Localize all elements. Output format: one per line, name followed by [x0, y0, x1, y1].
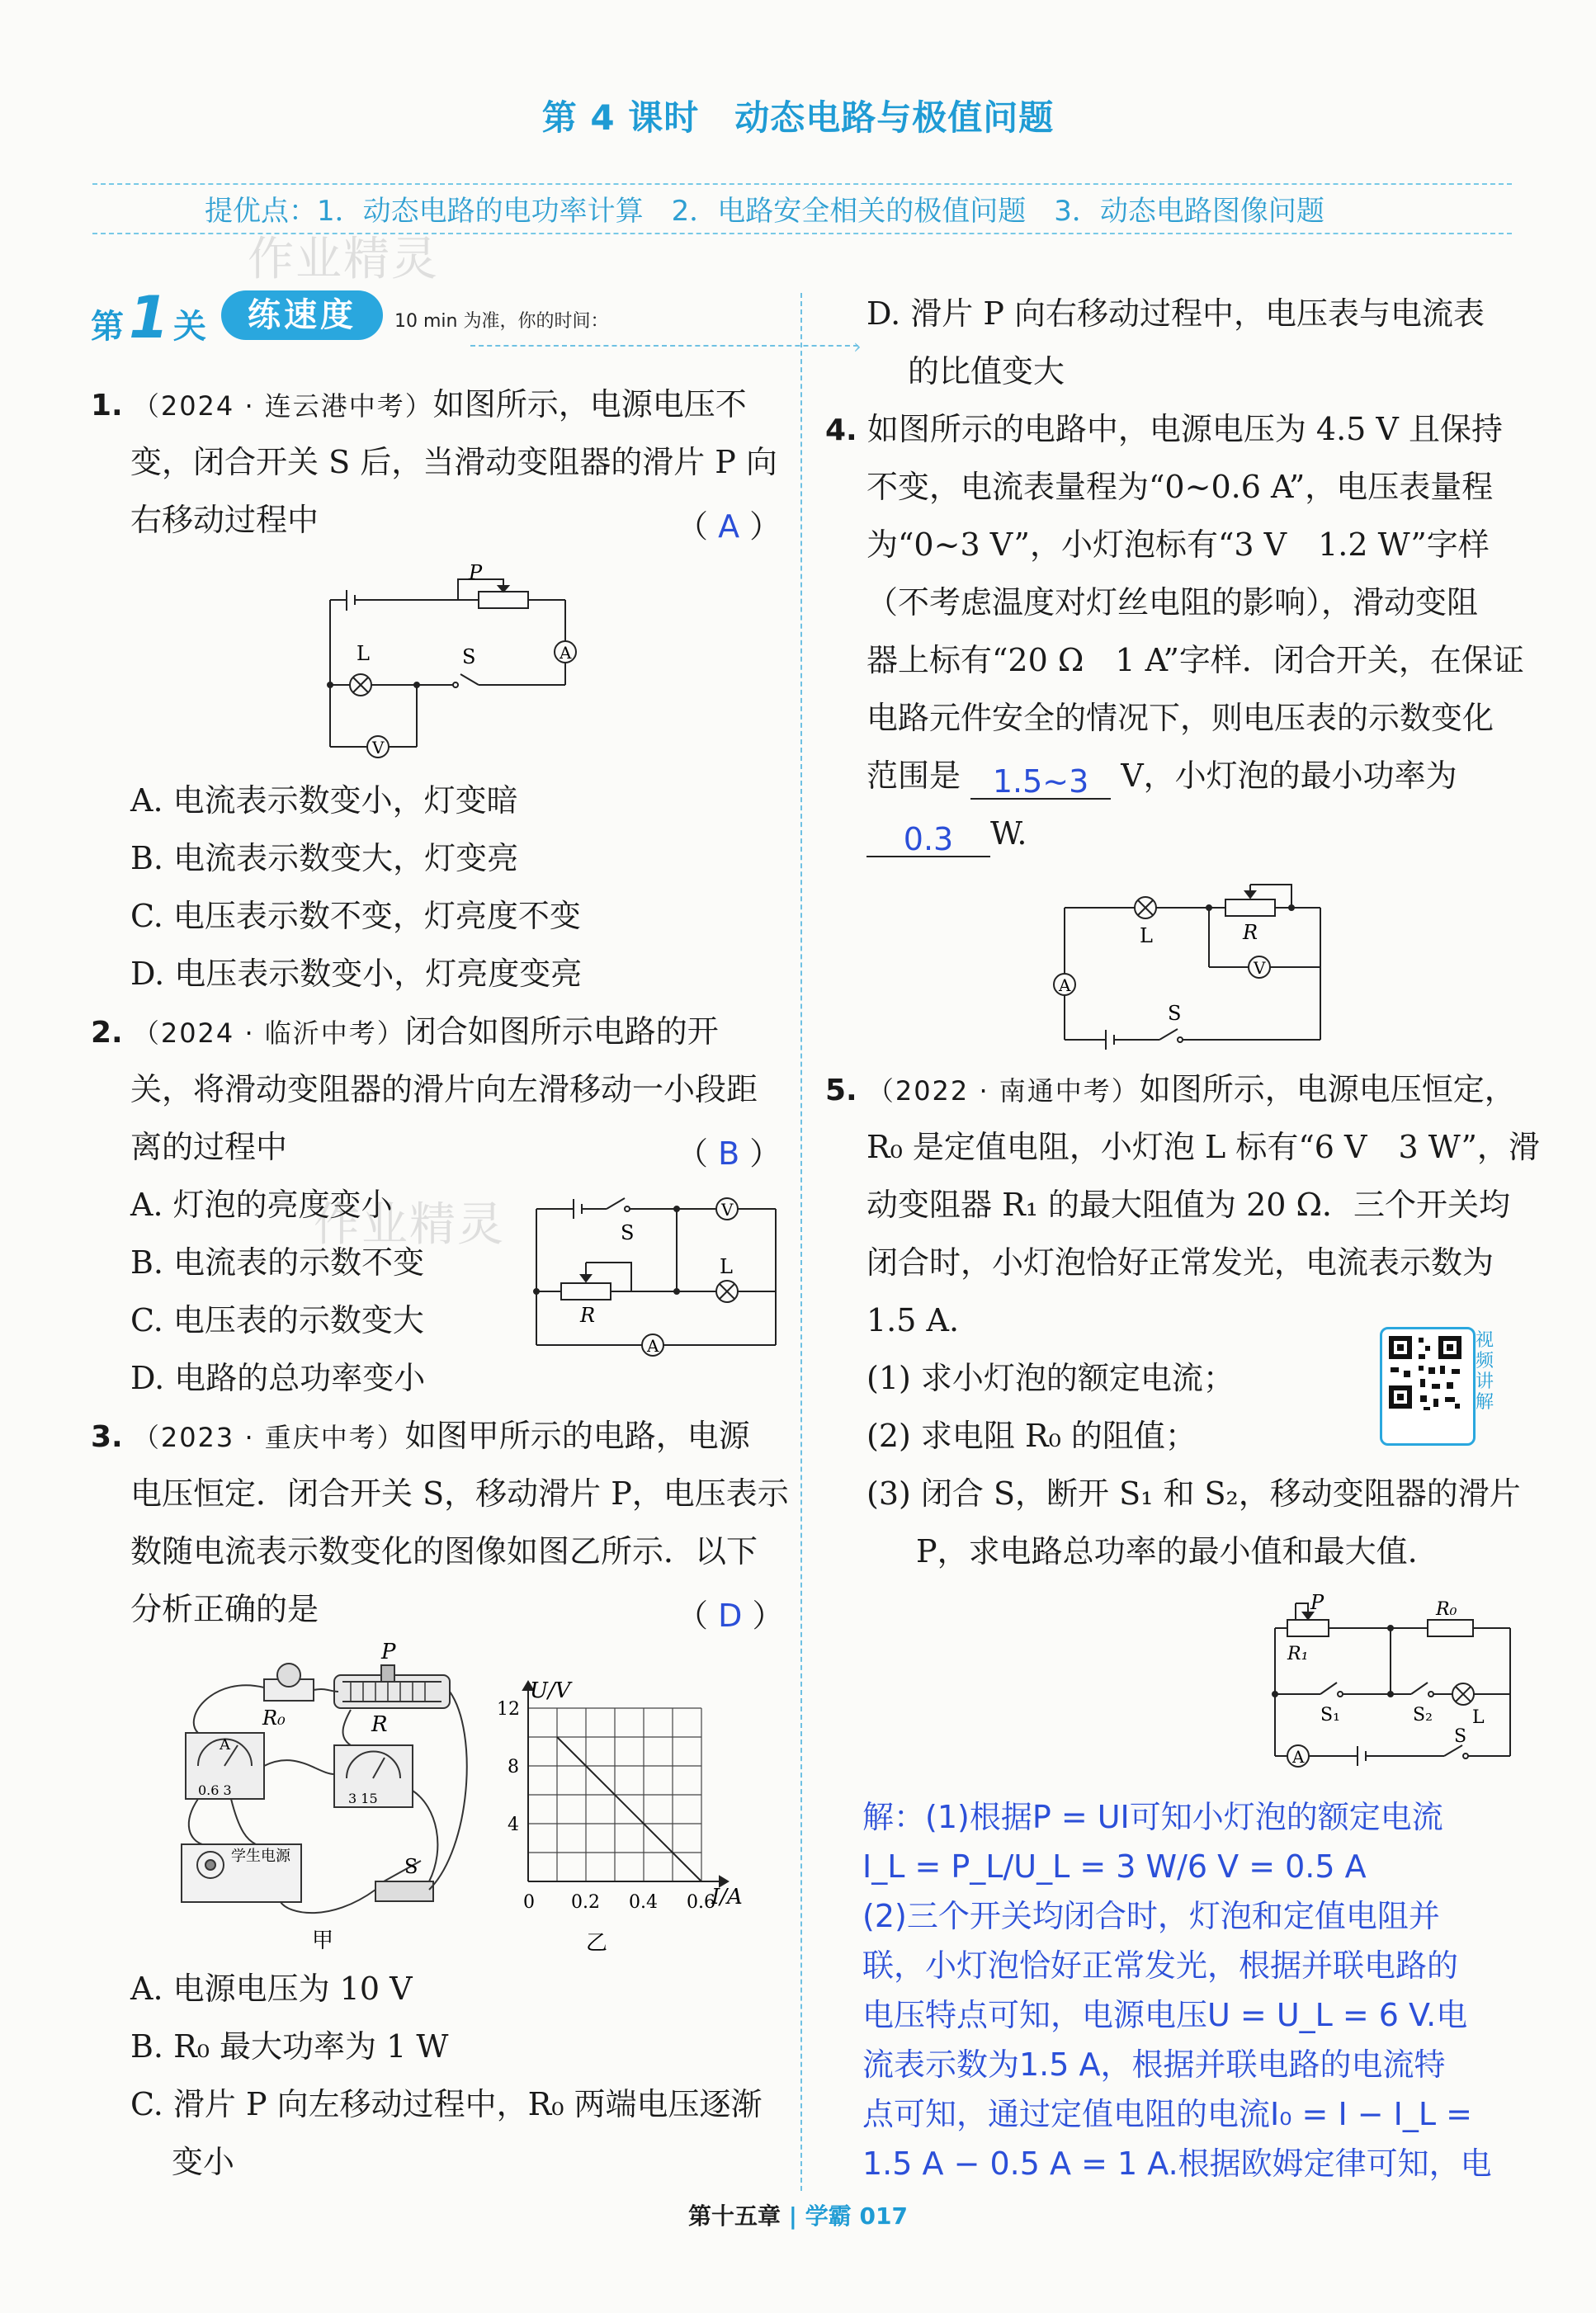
question-number: 5.: [825, 1074, 857, 1107]
circuit-figure-q2: [528, 1176, 784, 1378]
x-tick-label: 0.4: [629, 1892, 658, 1913]
footer-page-number: 017: [859, 2202, 908, 2230]
option-d-cont: 的比值变大: [908, 353, 1065, 389]
ammeter-label: A: [1292, 1747, 1305, 1767]
topics-line: 提优点：1．动态电路的电功率计算 2．电路安全相关的极值问题 3．动态电路图像问题: [205, 195, 1324, 228]
x-tick-label: 0: [523, 1892, 535, 1913]
ammeter-terminals: 0.6 3: [198, 1782, 232, 1798]
question-source: （2024 · 连云港中考）: [132, 390, 433, 422]
question-text: 右移动过程中: [130, 502, 319, 538]
level-number: 1: [129, 284, 169, 352]
label-S2: S₂: [1413, 1705, 1433, 1725]
circuit-figure-q1: [314, 561, 586, 767]
solution-line: (2)三个开关均闭合时，灯泡和定值电阻并: [862, 1898, 1440, 1934]
label-S: S: [1168, 1002, 1182, 1025]
question-text: V，小灯泡的最小功率为: [1121, 758, 1457, 794]
level-header: [91, 284, 862, 358]
label-R0: R₀: [262, 1706, 286, 1730]
question-source: （2024 · 临沂中考）: [132, 1017, 405, 1049]
solution-line: 联，小灯泡恰好正常发光，根据并联电路的: [862, 1947, 1459, 1984]
lesson-title: 第 4 课时 动态电路与极值问题: [541, 97, 1055, 138]
time-label: 10 min 为准，你的时间：: [394, 311, 609, 332]
label-S: S: [404, 1855, 418, 1878]
x-tick-label: 0.6: [687, 1892, 715, 1913]
answer-bracket: （ A ）: [677, 508, 781, 545]
voltmeter-terminals: 3 15: [348, 1791, 378, 1806]
solution-line: 电压特点可知，电源电压U = U_L = 6 V.电: [862, 1997, 1468, 2033]
ammeter-label: A: [1059, 975, 1071, 995]
voltmeter-label: V: [372, 738, 385, 758]
answer-value: D: [718, 1598, 743, 1634]
y-axis-label: U/V: [530, 1679, 571, 1703]
footer-brand: 学霸: [805, 2202, 852, 2230]
y-tick-label: 4: [508, 1815, 519, 1835]
level-badge: 练速度: [221, 290, 383, 340]
column-divider: [800, 293, 802, 2191]
label-S: S: [1454, 1726, 1467, 1747]
question-text: 不变，电流表量程为“0~0.6 A”，电压表量程: [866, 469, 1494, 505]
qr-code[interactable]: [1380, 1327, 1476, 1446]
power-supply-label: 学生电源: [231, 1848, 290, 1865]
answer-value: A: [718, 508, 740, 545]
option-b: B. R₀ 最大功率为 1 W: [130, 2028, 449, 2065]
label-P: P: [381, 1642, 396, 1664]
sub-question-3: (3) 闭合 S，断开 S₁ 和 S₂，移动变阻器的滑片: [866, 1475, 1521, 1512]
question-source: （2023 · 重庆中考）: [132, 1422, 405, 1453]
page-footer: 第十五章 | 学霸 017: [688, 2202, 908, 2230]
qr-code-icon: [1382, 1329, 1468, 1438]
option-a: A. 电流表示数变小，灯变暗: [130, 782, 518, 819]
label-S: S: [462, 645, 476, 668]
label-R0: R₀: [1436, 1599, 1457, 1620]
question-text: 分析正确的是: [130, 1591, 319, 1627]
level-guan: 关: [173, 308, 206, 346]
label-L: L: [357, 642, 370, 665]
circuit-figure-q5: [1271, 1588, 1518, 1782]
time-dashed-line: [470, 345, 858, 347]
watermark: 作业精灵: [248, 233, 439, 286]
question-text: 电压恒定．闭合开关 S，移动滑片 P，电压表示: [130, 1475, 789, 1512]
question-text: R₀ 是定值电阻，小灯泡 L 标有“6 V 3 W”，滑: [866, 1129, 1540, 1165]
label-L: L: [720, 1255, 733, 1278]
solution-line: 点可知，通过定值电阻的电流I₀ = I − I_L =: [862, 2096, 1472, 2132]
question-text: 数随电流表示数变化的图像如图乙所示．以下: [130, 1533, 758, 1570]
question-number: 2.: [91, 1016, 123, 1050]
voltmeter-label: V: [721, 1200, 734, 1220]
sub-question-2: (2) 求电阻 R₀ 的阻值；: [866, 1418, 1197, 1454]
label-R: R: [580, 1304, 596, 1327]
question-text: 闭合如图所示电路的开: [404, 1013, 719, 1050]
label-L: L: [1472, 1707, 1485, 1728]
apparatus-figure: [165, 1642, 479, 1956]
qr-video-label: 视频讲解: [1476, 1330, 1494, 1413]
sub-question-3-cont: P，求电路总功率的最小值和最大值.: [916, 1533, 1418, 1570]
solution-line: I_L = P_L/U_L = 3 W/6 V = 0.5 A: [862, 1848, 1367, 1885]
answer-bracket: （ D ）: [677, 1598, 784, 1634]
x-axis-label: I/A: [711, 1885, 743, 1909]
question-text: 如图所示，电源电压恒定，: [1139, 1071, 1516, 1107]
label-S1: S₁: [1320, 1705, 1340, 1725]
footer-chapter: 第十五章: [688, 2202, 781, 2230]
label-R: R: [371, 1712, 388, 1737]
label-L: L: [1140, 924, 1153, 947]
option-c: C. 电压表示数不变，灯亮度不变: [130, 898, 581, 934]
question-text: 离的过程中: [130, 1129, 288, 1165]
question-source: （2022 · 南通中考）: [866, 1075, 1140, 1107]
option-a: A. 电源电压为 10 V: [130, 1971, 413, 2007]
answer-value: B: [718, 1135, 740, 1172]
question-text: 范围是: [866, 758, 961, 794]
voltmeter-label: V: [1254, 958, 1266, 978]
fill-blank-min-power: 0.3: [866, 823, 990, 857]
option-c-cont: 变小: [172, 2144, 235, 2180]
level-di: 第: [91, 308, 124, 346]
solution-line: 1.5 A − 0.5 A = 1 A.根据欧姆定律可知，电: [862, 2145, 1492, 2182]
question-text: 为“0~3 V”，小灯泡标有“3 V 1.2 W”字样: [866, 526, 1490, 563]
option-d: D. 电路的总功率变小: [130, 1360, 426, 1396]
y-tick-label: 12: [497, 1699, 520, 1720]
series-line: [557, 1737, 701, 1881]
label-P: P: [1310, 1591, 1324, 1614]
question-text: 如图甲所示的电路，电源: [404, 1418, 750, 1454]
figure-label-jia: 甲: [312, 1928, 334, 1953]
question-text: 闭合时，小灯泡恰好正常发光，电流表示数为: [866, 1244, 1494, 1281]
figure-label-yi: 乙: [586, 1931, 608, 1956]
question-text: W.: [990, 815, 1027, 852]
question-text: 动变阻器 R₁ 的最大阻值为 20 Ω．三个开关均: [866, 1187, 1511, 1223]
question-text: 如图所示的电路中，电源电压为 4.5 V 且保持: [866, 411, 1503, 447]
label-R: R: [1243, 921, 1258, 944]
solution-line: 流表示数为1.5 A，根据并联电路的电流特: [862, 2046, 1446, 2083]
fill-blank-voltage-range: 1.5~3: [970, 765, 1111, 800]
question-text: 电路元件安全的情况下，则电压表的示数变化: [866, 700, 1494, 736]
option-d: D. 电压表示数变小，灯亮度变亮: [130, 956, 583, 992]
option-b: B. 电流表的示数不变: [130, 1244, 425, 1281]
ammeter-label: A: [220, 1736, 230, 1754]
question-text: 变，闭合开关 S 后，当滑动变阻器的滑片 P 向: [130, 444, 777, 480]
option-d: D. 滑片 P 向右移动过程中，电压表与电流表: [866, 295, 1485, 332]
option-b: B. 电流表示数变大，灯变亮: [130, 840, 519, 876]
x-tick-label: 0.2: [571, 1892, 600, 1913]
label-R1: R₁: [1287, 1644, 1309, 1664]
u-i-graph: [495, 1679, 743, 1960]
question-number: 1.: [91, 389, 123, 422]
solution-line: 解：(1)根据P = UI可知小灯泡的额定电流: [862, 1799, 1443, 1835]
option-c: C. 电压表的示数变大: [130, 1302, 424, 1338]
sub-question-1: (1) 求小灯泡的额定电流；: [866, 1360, 1235, 1396]
question-text: 器上标有“20 Ω 1 A”字样．闭合开关，在保证: [866, 642, 1524, 678]
question-text: 关，将滑动变阻器的滑片向左滑移动一小段距: [130, 1071, 758, 1107]
question-text: （不考虑温度对灯丝电阻的影响），滑动变阻: [866, 584, 1479, 621]
label-S: S: [621, 1221, 635, 1244]
option-c: C. 滑片 P 向左移动过程中，R₀ 两端电压逐渐: [130, 2086, 763, 2122]
ammeter-label: A: [647, 1336, 659, 1356]
arrow-right-icon: ›: [853, 335, 862, 358]
question-number: 3.: [91, 1420, 123, 1454]
label-P: P: [469, 561, 483, 584]
option-a: A. 灯泡的亮度变小: [130, 1187, 393, 1223]
ammeter-label: A: [560, 643, 572, 663]
question-text: 如图所示，电源电压不: [432, 386, 747, 422]
watermark: 作业精灵: [314, 1198, 505, 1252]
circuit-figure-q4: [1044, 875, 1341, 1056]
answer-bracket: （ B ）: [677, 1135, 781, 1172]
y-tick-label: 8: [508, 1757, 519, 1777]
question-number: 4.: [825, 413, 857, 447]
question-text: 1.5 A.: [866, 1302, 960, 1338]
